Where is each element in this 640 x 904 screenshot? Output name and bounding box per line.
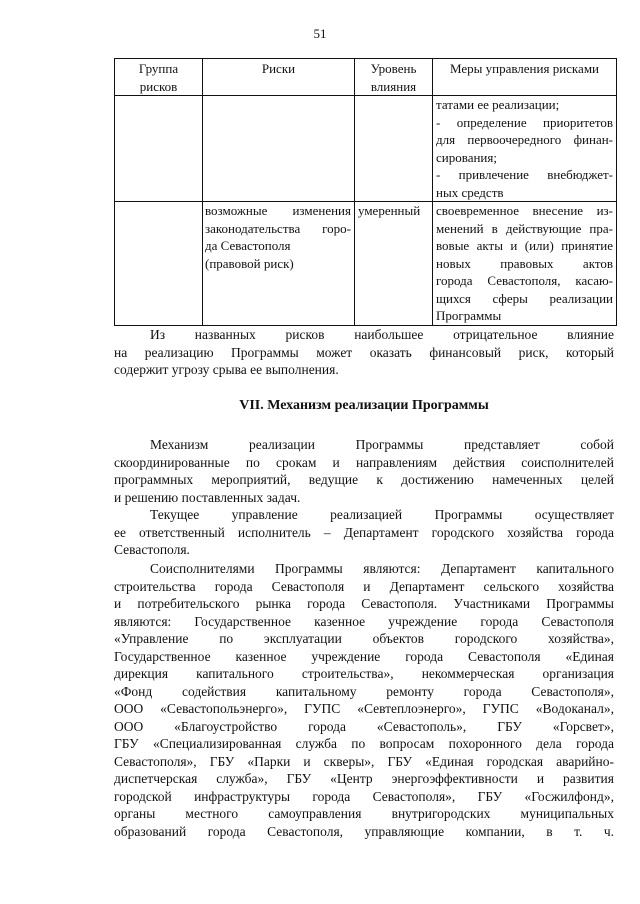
section-heading: VII. Механизм реализации Программы <box>239 398 489 413</box>
cell-level: умеренный <box>355 202 433 326</box>
cell-measures: татами ее реализации; - определение приоритетов для первоочередного финан- сирования; - привлечение внебюджет- ных средств <box>433 96 617 202</box>
risk-table <box>114 58 617 326</box>
header-management-measures: Меры управления рисками <box>433 59 617 96</box>
paragraph-management: Текущее управление реализацией Программы осуществляет ее ответственный исполнитель – Департамент городского хозяйства города Севастополя. <box>114 507 614 557</box>
header-risks: Риски <box>203 59 355 96</box>
page-number: 51 <box>313 26 327 41</box>
cell-group <box>115 96 203 202</box>
table-row <box>115 202 617 326</box>
cell-risk: возможные изменения законодательства горо- да Севастополя (правовой риск) <box>203 202 355 326</box>
table-header-row <box>115 59 617 96</box>
cell-risk <box>203 96 355 202</box>
header-risk-group: Группа рисков <box>115 59 203 96</box>
cell-measures: своевременное внесение из- менений в действующие пра- вовые акты и (или) принятие новых правовых актов города Севастополя, касаю- щихся сферы реализации Программы <box>433 202 617 326</box>
cell-group <box>115 202 203 326</box>
table-row <box>115 96 617 202</box>
paragraph-participants: Соисполнителями Программы являются: Департамент капитального строительства города Севастополя и Департамент сельского хозяйства и потребительского рынка города Севастополя. Участниками Программы являются: Государственное казенное учреждение города Севастополя «Управление по эксплуатации объектов городского хозяйства», Государственное казенное учреждение города Севастополя «Единая дирекция капитального строительства», некоммерческая организация «Фонд содействия капитальному ремонту города Севастополя», ООО «Севастопольэнерго», ГУПС «Севтеплоэнерго», ГУПС «Водоканал», ООО «Благоустройство города «Севастополь», ГБУ «Горсвет», ГБУ «Специализированная служба по вопросам похоронного дела города Севастополя», ГБУ «Парки и скверы», ГБУ «Единая городская аварийно- диспетчерская служба», ГБУ «Центр энергоэффективности и развития городской инфраструктуры города Севастополя», ГБУ «Госжилфонд», органы местного самоуправления внутригородских муниципальных образований города Севастополя, управляющие компании, в т. ч. <box>114 561 614 839</box>
header-impact-level: Уровень влияния <box>355 59 433 96</box>
paragraph-mechanism: Механизм реализации Программы представляет собой скоординированные по срокам и направлениям действия соисполнителей программных мероприятий, ведущие к достижению намеченных целей и решению поставленных задач. <box>114 437 614 505</box>
paragraph-risk-conclusion: Из названных рисков наибольшее отрицательное влияние на реализацию Программы может оказать финансовый риск, который содержит угрозу срыва ее выполнения. <box>114 327 614 377</box>
cell-level <box>355 96 433 202</box>
